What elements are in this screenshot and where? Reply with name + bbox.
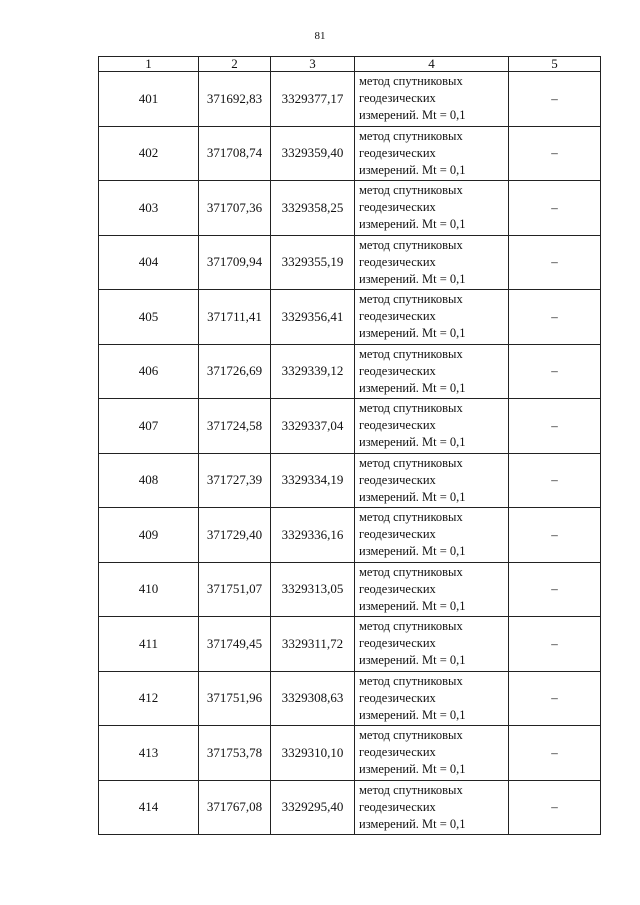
point-number-cell: 408 [99, 453, 199, 508]
y-coordinate-cell: 3329311,72 [271, 617, 355, 672]
x-coordinate-cell: 371711,41 [199, 290, 271, 345]
y-coordinate-cell: 3329313,05 [271, 562, 355, 617]
method-cell [355, 235, 509, 290]
method-line: геодезических [359, 254, 436, 269]
x-coordinate-cell: 371751,07 [199, 562, 271, 617]
x-coordinate-cell: 371727,39 [199, 453, 271, 508]
method-cell [355, 181, 509, 236]
point-number-cell: 403 [99, 181, 199, 236]
column-header-4: 4 [355, 57, 509, 72]
method-line: метод спутниковых [359, 346, 463, 361]
method-line: метод спутниковых [359, 237, 463, 252]
method-cell [355, 780, 509, 835]
method-cell [355, 72, 509, 127]
y-coordinate-cell: 3329339,12 [271, 344, 355, 399]
x-coordinate-cell: 371709,94 [199, 235, 271, 290]
y-coordinate-cell: 3329337,04 [271, 399, 355, 454]
table-row [99, 562, 601, 617]
method-line: геодезических [359, 799, 436, 814]
method-line: метод спутниковых [359, 782, 463, 797]
table-row [99, 399, 601, 454]
method-cell [355, 453, 509, 508]
method-line: метод спутниковых [359, 128, 463, 143]
method-line: геодезических [359, 418, 436, 433]
method-line: геодезических [359, 690, 436, 705]
y-coordinate-cell: 3329334,19 [271, 453, 355, 508]
point-number-cell: 411 [99, 617, 199, 672]
method-line: метод спутниковых [359, 401, 463, 416]
table-header-row [99, 57, 601, 72]
method-line: метод спутниковых [359, 673, 463, 688]
method-cell [355, 344, 509, 399]
x-coordinate-cell: 371707,36 [199, 181, 271, 236]
x-coordinate-cell: 371729,40 [199, 508, 271, 563]
description-cell: – [509, 344, 601, 399]
method-line: измерений. Mt = 0,1 [359, 217, 466, 232]
method-line: метод спутниковых [359, 510, 463, 525]
point-number-cell: 414 [99, 780, 199, 835]
method-cell [355, 399, 509, 454]
method-line: метод спутниковых [359, 728, 463, 743]
page-number: 81 [314, 30, 326, 42]
y-coordinate-cell: 3329310,10 [271, 726, 355, 781]
description-cell: – [509, 453, 601, 508]
method-line: измерений. Mt = 0,1 [359, 598, 466, 613]
method-line: измерений. Mt = 0,1 [359, 435, 466, 450]
x-coordinate-cell: 371692,83 [199, 72, 271, 127]
table-row [99, 617, 601, 672]
method-line: измерений. Mt = 0,1 [359, 108, 466, 123]
method-line: измерений. Mt = 0,1 [359, 380, 466, 395]
x-coordinate-cell: 371708,74 [199, 126, 271, 181]
method-line: метод спутниковых [359, 564, 463, 579]
point-number-cell: 406 [99, 344, 199, 399]
method-cell [355, 562, 509, 617]
method-line: геодезических [359, 636, 436, 651]
method-line: измерений. Mt = 0,1 [359, 544, 466, 559]
description-cell: – [509, 72, 601, 127]
method-line: метод спутниковых [359, 292, 463, 307]
method-line: геодезических [359, 309, 436, 324]
point-number-cell: 410 [99, 562, 199, 617]
method-line: измерений. Mt = 0,1 [359, 653, 466, 668]
table-row [99, 126, 601, 181]
description-cell: – [509, 671, 601, 726]
y-coordinate-cell: 3329377,17 [271, 72, 355, 127]
description-cell: – [509, 235, 601, 290]
method-line: измерений. Mt = 0,1 [359, 707, 466, 722]
description-cell: – [509, 562, 601, 617]
method-line: измерений. Mt = 0,1 [359, 326, 466, 341]
table-row [99, 72, 601, 127]
method-cell [355, 290, 509, 345]
y-coordinate-cell: 3329359,40 [271, 126, 355, 181]
method-line: метод спутниковых [359, 74, 463, 89]
description-cell: – [509, 780, 601, 835]
method-line: геодезических [359, 472, 436, 487]
table-row [99, 671, 601, 726]
method-cell [355, 617, 509, 672]
x-coordinate-cell: 371724,58 [199, 399, 271, 454]
method-line: измерений. Mt = 0,1 [359, 271, 466, 286]
x-coordinate-cell: 371749,45 [199, 617, 271, 672]
description-cell: – [509, 508, 601, 563]
description-cell: – [509, 726, 601, 781]
table-row [99, 181, 601, 236]
method-line: геодезических [359, 581, 436, 596]
point-number-cell: 412 [99, 671, 199, 726]
column-header-2: 2 [199, 57, 271, 72]
coordinates-table [98, 56, 601, 835]
x-coordinate-cell: 371726,69 [199, 344, 271, 399]
y-coordinate-cell: 3329358,25 [271, 181, 355, 236]
method-line: геодезических [359, 200, 436, 215]
point-number-cell: 405 [99, 290, 199, 345]
method-line: метод спутниковых [359, 455, 463, 470]
method-line: метод спутниковых [359, 183, 463, 198]
description-cell: – [509, 399, 601, 454]
x-coordinate-cell: 371767,08 [199, 780, 271, 835]
method-line: геодезических [359, 91, 436, 106]
method-line: измерений. Mt = 0,1 [359, 816, 466, 831]
table-row [99, 453, 601, 508]
y-coordinate-cell: 3329336,16 [271, 508, 355, 563]
column-header-1: 1 [99, 57, 199, 72]
point-number-cell: 401 [99, 72, 199, 127]
table-row [99, 508, 601, 563]
point-number-cell: 404 [99, 235, 199, 290]
table-row [99, 235, 601, 290]
method-line: геодезических [359, 527, 436, 542]
point-number-cell: 402 [99, 126, 199, 181]
column-header-5: 5 [509, 57, 601, 72]
y-coordinate-cell: 3329356,41 [271, 290, 355, 345]
method-line: геодезических [359, 145, 436, 160]
method-line: измерений. Mt = 0,1 [359, 489, 466, 504]
point-number-cell: 407 [99, 399, 199, 454]
y-coordinate-cell: 3329308,63 [271, 671, 355, 726]
method-line: геодезических [359, 745, 436, 760]
method-cell [355, 726, 509, 781]
description-cell: – [509, 617, 601, 672]
method-cell [355, 126, 509, 181]
y-coordinate-cell: 3329295,40 [271, 780, 355, 835]
table-row [99, 726, 601, 781]
method-line: геодезических [359, 363, 436, 378]
table-row [99, 290, 601, 345]
description-cell: – [509, 290, 601, 345]
y-coordinate-cell: 3329355,19 [271, 235, 355, 290]
x-coordinate-cell: 371753,78 [199, 726, 271, 781]
x-coordinate-cell: 371751,96 [199, 671, 271, 726]
description-cell: – [509, 126, 601, 181]
column-header-3: 3 [271, 57, 355, 72]
method-cell [355, 508, 509, 563]
point-number-cell: 413 [99, 726, 199, 781]
method-line: измерений. Mt = 0,1 [359, 762, 466, 777]
point-number-cell: 409 [99, 508, 199, 563]
method-line: метод спутниковых [359, 619, 463, 634]
table-row [99, 344, 601, 399]
table-body [99, 72, 601, 835]
method-line: измерений. Mt = 0,1 [359, 162, 466, 177]
table-row [99, 780, 601, 835]
method-cell [355, 671, 509, 726]
description-cell: – [509, 181, 601, 236]
